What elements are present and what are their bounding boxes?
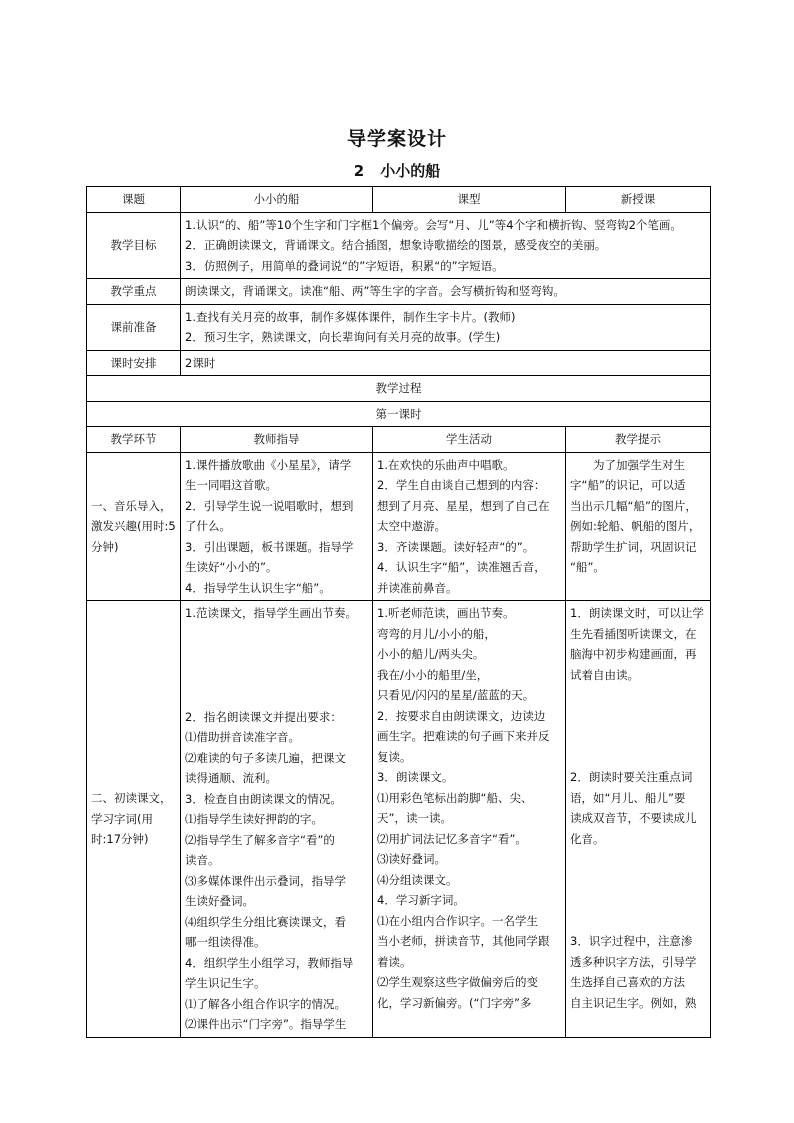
tip-line: 3．识字过程中，注意渗 [570, 934, 693, 948]
topic-value: 小小的船 [181, 187, 373, 213]
teacher-line: 了什么。 [185, 519, 231, 533]
stage-reading-label: 二、初读课文，学习字词(用时:17分钟) [87, 601, 181, 1038]
tip-line: 脑海中初步构建画面，再 [570, 647, 697, 661]
lesson-plan-table [86, 186, 711, 1038]
teacher-line: 2．指名朗读课文并提出要求： [185, 709, 342, 724]
student-line: 太空中遨游。 [377, 519, 446, 533]
goal-item: 3．仿照例子，用简单的叠词说“的”字短语，积累“的”字短语。 [185, 258, 504, 273]
teacher-line: 读得通顺、流利。 [185, 771, 277, 785]
preparation-row [87, 304, 711, 350]
session-label: 第一课时 [87, 401, 711, 427]
tip-line: 读成双音节，不要读成儿 [570, 811, 697, 825]
process-label: 教学过程 [87, 376, 711, 402]
teacher-line: 4．指导学生认识生字“船”。 [185, 580, 331, 595]
spacer [185, 624, 368, 686]
teacher-line: ⑵课件出示“门字旁”。指导学生 [185, 1017, 347, 1031]
goals-row [87, 212, 711, 279]
stage-row-intro [87, 452, 711, 601]
key-points-value: 朗读课文，背诵课文。读准“船、两”等生字的字音。会写横折钩和竖弯钩。 [181, 279, 711, 305]
header-stage: 教学环节 [87, 427, 181, 453]
topic-row [87, 187, 711, 213]
tip-line: 当出示几幅“船”的图片， [570, 498, 697, 513]
intro-student-cell [373, 452, 566, 601]
intro-tip-cell [566, 452, 711, 601]
header-row [87, 427, 711, 453]
teacher-line: ⑴借助拼音读准字音。 [185, 730, 300, 744]
schedule-row [87, 350, 711, 376]
tip-line: 生先看插图听读课文，在 [570, 626, 697, 641]
key-points-row [87, 279, 711, 305]
tip-line: “船”。 [570, 560, 605, 574]
tip-line: 字“船”的识记，可以适 [570, 478, 686, 492]
header-student: 学生活动 [373, 427, 566, 453]
teacher-line: 1.课件播放歌曲《小星星》，请学 [185, 457, 352, 472]
tip-line: 帮助学生扩词，巩固识记 [570, 539, 697, 554]
type-label: 课型 [373, 187, 566, 213]
tip-line: 生选择自己喜欢的方法 [570, 975, 685, 989]
student-line: ⑶读好叠词。 [377, 852, 446, 866]
tip-line: 自主识记生字。例如，熟 [570, 995, 697, 1010]
student-line: 我在/小小的船里/坐， [377, 667, 489, 682]
teacher-line: 3．引出课题，板书课题。指导学 [185, 539, 354, 554]
preparation-label: 课前准备 [87, 304, 181, 350]
teacher-line: 学生识记生字。 [185, 976, 266, 990]
tip-line: 语，如“月儿、船儿”要 [570, 790, 686, 805]
student-line: 3．朗读课文。 [377, 770, 454, 784]
student-line: ⑴用彩色笔标出韵脚“船、尖、 [377, 790, 533, 805]
teacher-line: 3．检查自由朗读课文的情况。 [185, 791, 342, 806]
teacher-line: 1.范读课文，指导学生画出节奏。 [185, 606, 357, 620]
student-line: 4．认识生字“船”，读准翘舌音， [377, 560, 546, 574]
student-line: 当小老师，拼读音节，其他同学跟 [377, 934, 550, 948]
student-line: 并读准前鼻音。 [377, 580, 458, 595]
student-line: 想到了月亮、星星，想到了自己在 [377, 498, 550, 513]
stage-intro-label: 一、音乐导入，激发兴趣(用时:5分钟) [87, 452, 181, 601]
intro-teacher-cell [181, 452, 373, 601]
student-line: 1.听老师范读，画出节奏。 [377, 606, 515, 620]
student-line: 2．按要求自由朗读课文，边读边 [377, 708, 546, 723]
student-line: 只看见/闪闪的星星/蓝蓝的天。 [377, 688, 535, 702]
tip-line: 化音。 [570, 831, 605, 846]
reading-teacher-cell [181, 601, 373, 1038]
goals-label: 教学目标 [87, 212, 181, 279]
student-line: ⑵学生观察这些字做偏旁后的变 [377, 975, 538, 989]
goals-cell [181, 212, 711, 279]
document-title: 导学案设计 [346, 128, 447, 150]
tip-line: 例如:轮船、帆船的图片， [570, 519, 701, 533]
key-points-label: 教学重点 [87, 279, 181, 305]
reading-tip-cell [566, 601, 711, 1038]
goal-item: 1.认识“的、船”等10个生字和门字框1个偏旁。会写“月、儿”等4个字和横折钩、竖弯钩2个笔画。 [185, 217, 682, 232]
preparation-item: 2．预习生字，熟读课文，向长辈询问有关月亮的故事。(学生) [185, 330, 501, 344]
stage-row-reading [87, 601, 711, 1038]
goal-item: 2．正确朗读课文，背诵课文。结合插图，想象诗歌描绘的图景，感受夜空的美丽。 [185, 238, 607, 252]
teacher-line: 生一同唱这首歌。 [185, 478, 277, 492]
preparation-item: 1.查找有关月亮的故事，制作多媒体课件，制作生字卡片。(教师) [185, 309, 516, 324]
student-line: ⑷分组读课文。 [377, 872, 458, 887]
teacher-line: ⑵难读的句子多读几遍，把课文 [185, 750, 346, 765]
schedule-value: 2课时 [181, 350, 711, 376]
tip-line: 1．朗读课文时，可以让学 [570, 606, 704, 620]
teacher-line: ⑷组织学生分组比赛读课文，看 [185, 914, 346, 929]
teacher-line: 读音。 [185, 853, 220, 867]
topic-label: 课题 [87, 187, 181, 213]
teacher-line: ⑴了解各小组合作识字的情况。 [185, 996, 346, 1011]
student-line: 化，学习新偏旁。(“门字旁”多 [377, 995, 532, 1010]
teacher-line: 生读好叠词。 [185, 894, 254, 908]
preparation-cell [181, 304, 711, 350]
teacher-line: ⑵指导学生了解多音字“看”的 [185, 832, 335, 847]
tip-line: 透多种识字方法，引导学 [570, 954, 697, 969]
student-line: 2．学生自由谈自己想到的内容： [377, 478, 546, 492]
header-teacher: 教师指导 [181, 427, 373, 453]
header-tips: 教学提示 [566, 427, 711, 453]
schedule-label: 课时安排 [87, 350, 181, 376]
type-value: 新授课 [566, 187, 711, 213]
session-row [87, 401, 711, 427]
tip-line: 2．朗读时要关注重点词 [570, 770, 693, 784]
process-row [87, 376, 711, 402]
student-line: 1.在欢快的乐曲声中唱歌。 [377, 457, 515, 472]
student-line: 画生字。把难读的句子画下来并反 [377, 729, 550, 743]
student-line: 弯弯的月儿/小小的船， [377, 626, 496, 641]
student-line: 3．齐读课题。读好轻声“的”。 [377, 539, 535, 554]
lesson-heading [0, 160, 794, 181]
reading-student-cell [373, 601, 566, 1038]
teacher-line: 哪一组读得准。 [185, 935, 266, 949]
lesson-number: 2 [353, 162, 365, 180]
student-line: 天”，读一读。 [377, 811, 452, 825]
student-line: 着读。 [377, 954, 412, 969]
student-line: 小小的船儿/两头尖。 [377, 647, 485, 661]
teacher-line: 2．引导学生说一说唱歌时，想到 [185, 498, 354, 513]
student-line: ⑴在小组内合作识字。一名学生 [377, 913, 538, 928]
teacher-line: ⑶多媒体课件出示叠词，指导学 [185, 873, 346, 888]
student-line: 4．学习新字词。 [377, 893, 465, 907]
teacher-line: 4．组织学生小组学习，教师指导 [185, 955, 354, 970]
student-line: ⑵用扩词法记忆多音字“看”。 [377, 831, 527, 846]
tip-line: 为了加强学生对生 [593, 457, 685, 472]
student-line: 复读。 [377, 749, 412, 764]
tip-line: 试着自由读。 [570, 667, 639, 682]
teacher-line: ⑴指导学生读好押韵的字。 [185, 812, 323, 826]
lesson-name: 小小的船 [380, 162, 441, 180]
teacher-line: 生读好“小小的”。 [185, 560, 278, 574]
